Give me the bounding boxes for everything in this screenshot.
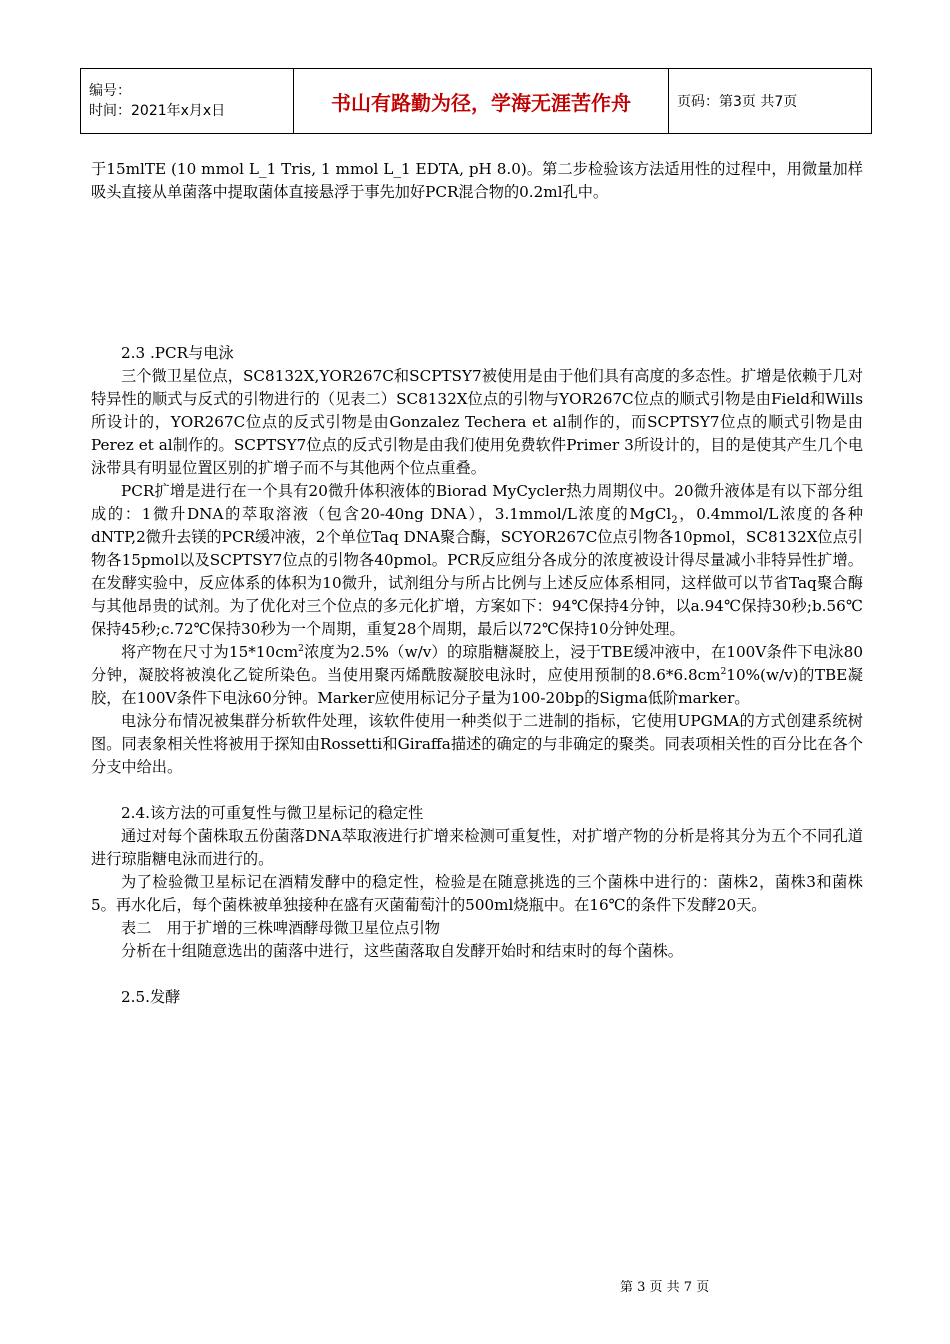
header-meta bbox=[81, 69, 294, 134]
paragraph-pcr-amplification bbox=[91, 480, 863, 641]
section-heading-2-4: 2.4.该方法的可重复性与微卫星标记的稳定性 bbox=[121, 804, 424, 822]
electro-text-part-2: 浓度为2.5%（w/v）的琼脂糖凝胶上，浸于TBE缓冲液中，在100V条件下电泳80分钟，凝胶将被溴化乙锭所染色。当使用聚丙烯酰胺凝胶电泳时，应使用预制的8.6*6.8cm bbox=[91, 643, 863, 684]
document-number-label: 编号： bbox=[89, 83, 131, 99]
page-footer: 第 3 页 共 7 页 bbox=[620, 1280, 710, 1295]
cm2-superscript-1: 2 bbox=[298, 643, 304, 654]
pcr-text-part-2: ，0.4mmol/L浓度的各种dNTP,2微升去镁的PCR缓冲液，2个单位Taq DNA聚合酶，SCYOR267C位点引物各10pmol，SC8132X位点引物各15pmol以及SCPTSY7位点的引物各40pmol。PCR反应组分各成分的浓度被设计得尽量减小非特异性扩增。在发酵实验中，反应体系的体积为10微升，试剂组分与所占比例与上述反应体系相同，这样做可以节省Taq聚合酶与其他昂贵的试剂。为了优化对三个位点的多元化扩增，方案如下：94℃保持4分钟，以a.94℃保持30秒;b.56℃保持45秒;c.72℃保持30秒为一个周期，重复28个周期，最后以72℃保持10分钟处理。 bbox=[91, 505, 863, 638]
blank-space bbox=[91, 204, 863, 342]
header-page-info: 页码：第3页 共7页 bbox=[669, 69, 872, 134]
document-body bbox=[91, 158, 863, 1009]
paragraph-stability: 为了检验微卫星标记在酒精发酵中的稳定性，检验是在随意挑选的三个菌株中进行的：菌株2，菌株3和菌株5。再水化后，每个菌株被单独接种在盛有灭菌葡萄汁的500ml烧瓶中。在16℃的条件下发酵20天。 bbox=[91, 873, 863, 914]
page-header bbox=[80, 68, 872, 134]
electro-text-part-1: 将产物在尺寸为15*10cm bbox=[121, 643, 299, 661]
pcr-text-part-1: PCR扩增是进行在一个具有20微升体积液体的Biorad MyCycler热力周期仪中。20微升液体是有以下部分组成的：1微升DNA的萃取溶液（包含20-40ng DNA），3.1mmol/L浓度的MgCl bbox=[91, 482, 863, 523]
cm2-superscript-2: 2 bbox=[720, 666, 727, 677]
table-caption-2: 表二 用于扩增的三株啤酒酵母微卫星位点引物 bbox=[121, 919, 440, 937]
section-heading-2-5: 2.5.发酵 bbox=[121, 988, 181, 1006]
section-heading-2-3: 2.3 .PCR与电泳 bbox=[121, 344, 234, 362]
paragraph-microsatellite-loci: 三个微卫星位点，SC8132X,YOR267C和SCPTSY7被使用是由于他们具有高度的多态性。扩增是依赖于几对特异性的顺式与反式的引物进行的（见表二）SC8132X位点的引物与YOR267C位点的顺式引物是由Field和Wills所设计的，YOR267C位点的反式引物是由Gonzalez Techera et al制作的，而SCPTSY7位点的顺式引物是由Perez et al制作的。SCPTSY7位点的反式引物是由我们使用免费软件Primer 3所设计的，目的是使其产生几个电泳带具有明显位置区别的扩增子而不与其他两个位点重叠。 bbox=[91, 367, 863, 477]
blank-line-2 bbox=[91, 963, 863, 986]
paragraph-electrophoresis bbox=[91, 641, 863, 710]
header-motto: 书山有路勤为径，学海无涯苦作舟 bbox=[294, 69, 669, 134]
paragraph-continuation: 于15mlTE (10 mmol L_1 Tris, 1 mmol L_1 EDTA, pH 8.0)。第二步检验该方法适用性的过程中，用微量加样吸头直接从单菌落中提取菌体直接悬浮于事先加好PCR混合物的0.2ml孔中。 bbox=[91, 160, 863, 201]
mgcl2-subscript: 2 bbox=[671, 515, 678, 527]
electro-text-part-3: 10%(w/v)的TBE凝胶，在100V条件下电泳60分钟。Marker应使用标记分子量为100-20bp的Sigma低阶marker。 bbox=[91, 666, 863, 707]
paragraph-colony-analysis: 分析在十组随意选出的菌落中进行，这些菌落取自发酵开始时和结束时的每个菌株。 bbox=[121, 942, 683, 960]
paragraph-reproducibility: 通过对每个菌株取五份菌落DNA萃取液进行扩增来检测可重复性，对扩增产物的分析是将其分为五个不同孔道进行琼脂糖电泳而进行的。 bbox=[91, 827, 863, 868]
document-date-label: 时间：2021年x月x日 bbox=[89, 103, 226, 119]
blank-line bbox=[91, 779, 863, 802]
paragraph-cluster-analysis: 电泳分布情况被集群分析软件处理，该软件使用一种类似于二进制的指标，它使用UPGMA的方式创建系统树图。同表象相关性将被用于探知由Rossetti和Giraffa描述的确定的与非确定的聚类。同表项相关性的百分比在各个分支中给出。 bbox=[91, 712, 863, 776]
